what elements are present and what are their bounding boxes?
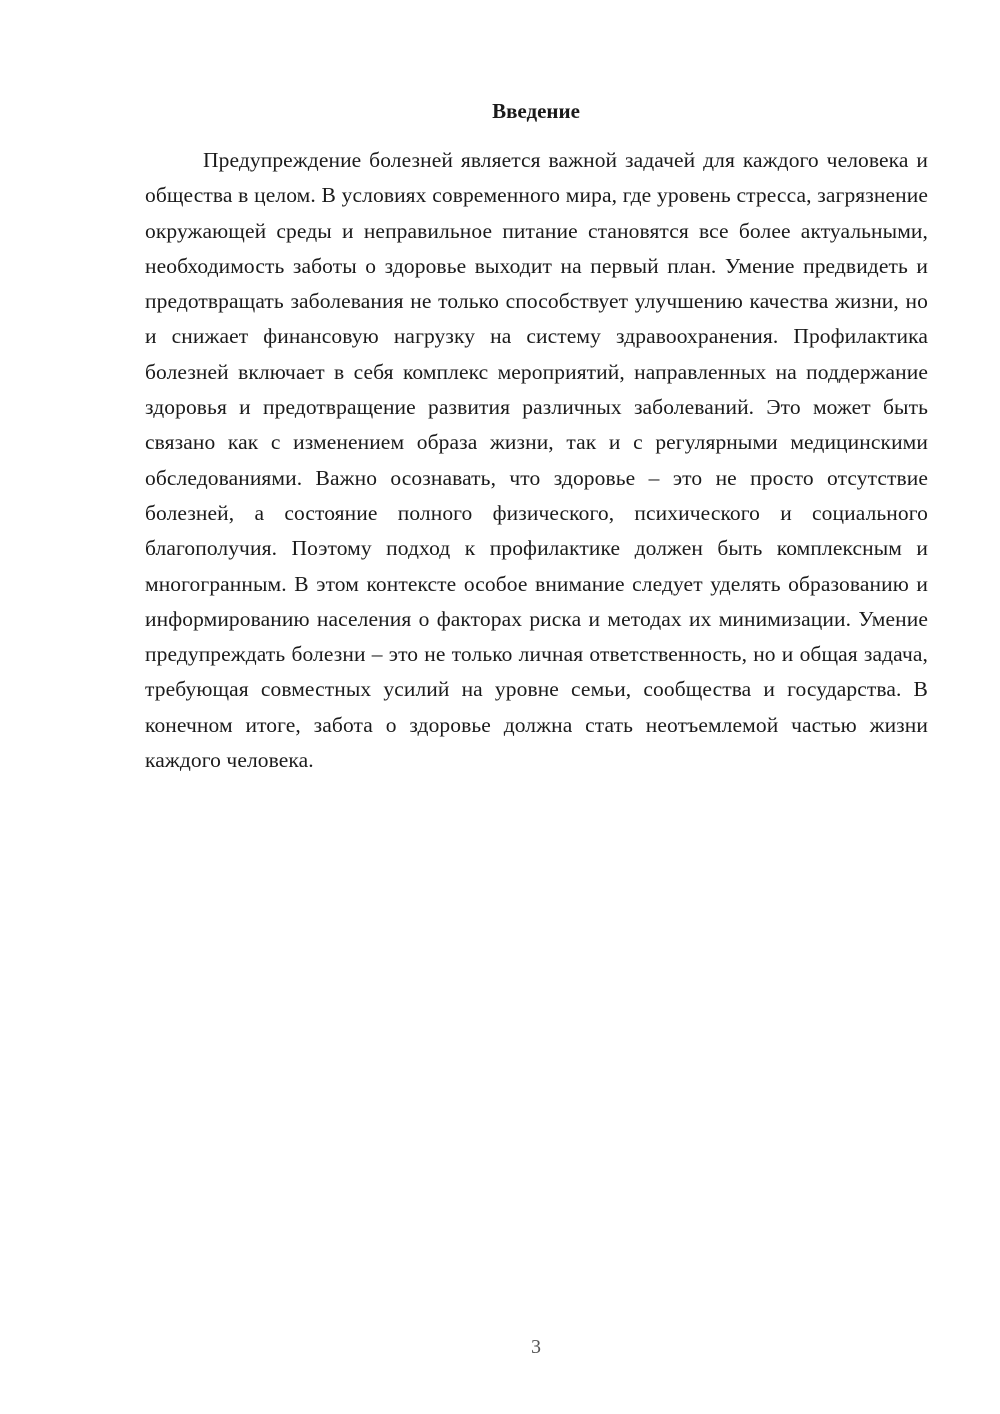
section-heading: Введение xyxy=(492,99,580,123)
page-number: 3 xyxy=(531,1336,541,1358)
body-paragraph: Предупреждение болезней является важной задачей для каждого человека и общества в целом. В условиях современного мира, где уровень стресса, загрязнение окружающей среды и неправильное питание становятся все более актуальными, необходимость заботы о здоровье выходит на первый план. Умение предвидеть и предотвращать заболевания не только способствует улучшению качества жизни, но и снижает финансовую нагрузку на систему здравоохранения. Профилактика болезней включает в себя комплекс мероприятий, направленных на поддержание здоровья и предотвращение развития различных заболеваний. Это может быть связано как с изменением образа жизни, так и с регулярными медицинскими обследованиями. Важно осознавать, что здоровье – это не просто отсутствие болезней, а состояние полного физического, психического и социального благополучия. Поэтому подход к профилактике должен быть комплексным и многогранным. В этом контексте особое внимание следует уделять образованию и информированию населения о факторах риска и методах их минимизации. Умение предупреждать болезни – это не только личная ответственность, но и общая задача, требующая совместных усилий на уровне семьи, сообщества и государства. В конечном итоге, забота о здоровье должна стать неотъемлемой частью жизни каждого человека. xyxy=(145,148,928,773)
